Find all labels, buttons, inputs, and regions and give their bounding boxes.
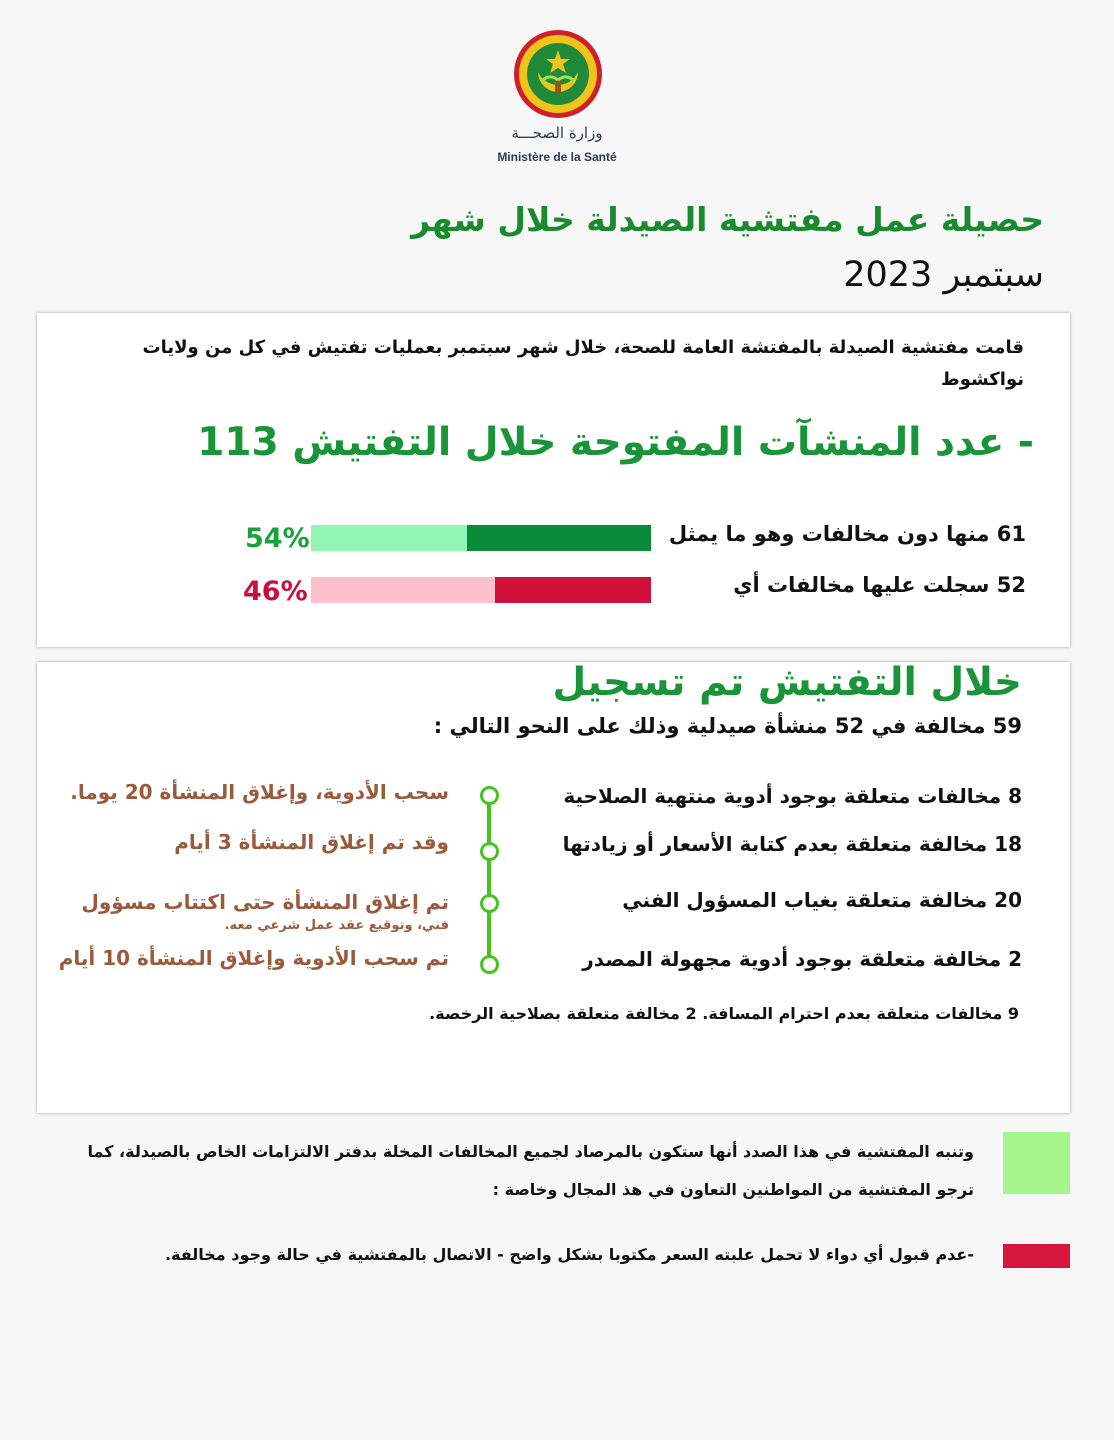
- no-violation-label: 61 منها دون مخالفات وهو ما يمثل: [668, 522, 1026, 546]
- timeline-line: [487, 788, 491, 966]
- open-facilities-count: - عدد المنشآت المفتوحة خلال التفتيش 113: [197, 420, 1034, 465]
- warning-marker: [1003, 1244, 1070, 1268]
- violation-item: 8 مخالفات متعلقة بوجود أدوية منتهية الصلاحية: [563, 784, 1022, 808]
- page-title: حصيلة عمل مفتشية الصيدلة خلال شهر: [411, 200, 1044, 239]
- ministry-seal-logo: [512, 28, 604, 120]
- no-violation-percent: 54%: [245, 523, 310, 554]
- violation-bar: [311, 577, 651, 603]
- violation-action: وقد تم إغلاق المنشأة 3 أيام: [174, 830, 449, 854]
- violations-heading: خلال التفتيش تم تسجيل: [552, 660, 1022, 705]
- notice-marker: [1003, 1132, 1070, 1194]
- violation-percent: 46%: [243, 576, 308, 607]
- other-violations: 9 مخالفات متعلقة بعدم احترام المسافة. 2 مخالفة متعلقة بصلاحية الرخصة.: [429, 1004, 1019, 1023]
- notice-text: وتنبه المفتشية في هذا الصدد أنها ستكون بالمرصاد لجميع المخالفات المخلة بدفتر الالتزامات الخاص بالصيدلة، كما ترجو المفتشية من المواطنين التعاون في هذ المجال وخاصة :: [87, 1142, 974, 1199]
- violation-action: تم إغلاق المنشأة حتى اكتتاب مسؤول: [81, 890, 449, 914]
- intro-text: قامت مفتشية الصيدلة بالمفتشة العامة للصحة، خلال شهر سبتمبر بعمليات تفتيش في كل من ولايات نواكشوط: [142, 337, 1024, 390]
- violation-action: سحب الأدوية، وإغلاق المنشأة 20 يوما.: [70, 780, 449, 804]
- violations-subheading: 59 مخالفة في 52 منشأة صيدلية وذلك على النحو التالي :: [433, 714, 1022, 738]
- timeline-dot: [480, 955, 499, 974]
- ministry-name-arabic: وزارة الصحـــة: [511, 124, 603, 142]
- warning-text: -عدم قبول أي دواء لا تحمل علبته السعر مكتوبا بشكل واضح - الاتصال بالمفتشية في حالة وجود مخالفة.: [164, 1245, 974, 1264]
- no-violation-bar-fill: [467, 525, 651, 551]
- violation-action-note: فني، وتوقيع عقد عمل شرعي معه.: [224, 918, 449, 933]
- timeline-dot: [480, 786, 499, 805]
- timeline-dot: [480, 842, 499, 861]
- violation-item: 20 مخالفة متعلقة بغياب المسؤول الفني: [622, 888, 1022, 912]
- page-subtitle: سبتمبر 2023: [843, 255, 1044, 295]
- no-violation-bar: [311, 525, 651, 551]
- timeline-dot: [480, 894, 499, 913]
- violation-bar-fill: [495, 577, 651, 603]
- violation-label: 52 سجلت عليها مخالفات أي: [733, 573, 1026, 597]
- violation-action: تم سحب الأدوية وإغلاق المنشأة 10 أيام: [58, 946, 449, 970]
- ministry-name-french: Ministère de la Santé: [497, 150, 617, 164]
- violation-item: 18 مخالفة متعلقة بعدم كتابة الأسعار أو زيادتها: [562, 832, 1022, 856]
- violation-item: 2 مخالفة متعلقة بوجود أدوية مجهولة المصدر: [582, 947, 1022, 971]
